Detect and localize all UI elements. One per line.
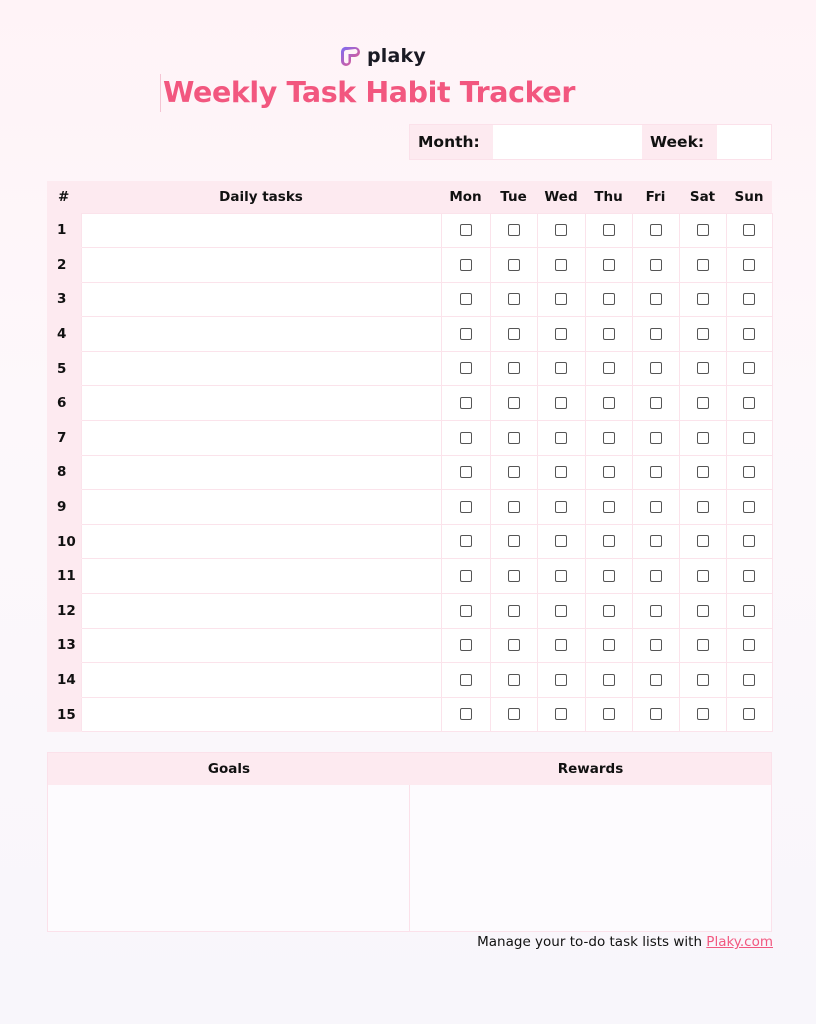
day-cell-fri [632,282,679,317]
checkbox-empty-icon[interactable] [555,466,567,478]
day-cell-thu [585,697,632,732]
row-number: 15 [47,697,81,732]
checkbox-empty-icon[interactable] [460,224,472,236]
table-row [47,628,772,663]
day-cell-mon [441,594,490,629]
checkbox-empty-icon[interactable] [460,570,472,582]
column-header-fri: Fri [632,181,679,213]
day-cell-sat [679,282,726,317]
day-cell-thu [585,663,632,698]
day-cell-sat [679,351,726,386]
checkbox-empty-icon[interactable] [460,293,472,305]
checkbox-empty-icon[interactable] [650,224,662,236]
task-field[interactable] [81,559,441,594]
checkbox-empty-icon[interactable] [508,535,520,547]
day-cell-wed [537,490,585,525]
checkbox-empty-icon[interactable] [508,432,520,444]
checkbox-empty-icon[interactable] [555,501,567,513]
checkbox-empty-icon[interactable] [697,570,709,582]
checkbox-empty-icon[interactable] [460,708,472,720]
checkbox-empty-icon[interactable] [460,362,472,374]
checkbox-empty-icon[interactable] [743,328,755,340]
checkbox-empty-icon[interactable] [697,639,709,651]
day-cell-sun [726,455,772,490]
day-cell-fri [632,559,679,594]
day-cell-sat [679,524,726,559]
table-header-row [47,181,772,213]
checkbox-empty-icon[interactable] [508,674,520,686]
checkbox-empty-icon[interactable] [650,397,662,409]
day-cell-thu [585,628,632,663]
checkbox-empty-icon[interactable] [743,639,755,651]
checkbox-empty-icon[interactable] [697,432,709,444]
task-field[interactable] [81,386,441,421]
day-cell-sun [726,594,772,629]
checkbox-empty-icon[interactable] [555,535,567,547]
column-header-mon: Mon [441,181,490,213]
checkbox-empty-icon[interactable] [743,466,755,478]
row-number: 14 [47,663,81,698]
checkbox-empty-icon[interactable] [508,397,520,409]
checkbox-empty-icon[interactable] [460,432,472,444]
checkbox-empty-icon[interactable] [555,259,567,271]
checkbox-empty-icon[interactable] [650,328,662,340]
task-field[interactable] [81,421,441,456]
day-cell-mon [441,386,490,421]
day-cell-tue [490,594,537,629]
checkbox-empty-icon[interactable] [460,466,472,478]
day-cell-sat [679,213,726,248]
checkbox-empty-icon[interactable] [743,397,755,409]
footer-note [477,934,773,950]
day-cell-sat [679,455,726,490]
day-cell-tue [490,663,537,698]
task-field[interactable] [81,248,441,283]
day-cell-fri [632,524,679,559]
goals-header: Goals [48,753,410,785]
checkbox-empty-icon[interactable] [603,501,615,513]
checkbox-empty-icon[interactable] [508,362,520,374]
day-cell-tue [490,559,537,594]
row-number: 13 [47,628,81,663]
day-cell-sun [726,663,772,698]
footer-text: Manage your to-do task lists with [477,934,707,950]
checkbox-empty-icon[interactable] [603,362,615,374]
task-field[interactable] [81,524,441,559]
day-cell-sat [679,594,726,629]
row-number: 3 [47,282,81,317]
table-row [47,455,772,490]
checkbox-empty-icon[interactable] [508,466,520,478]
day-cell-wed [537,351,585,386]
row-number: 10 [47,524,81,559]
table-row [47,386,772,421]
checkbox-empty-icon[interactable] [697,397,709,409]
day-cell-sat [679,628,726,663]
table-row [47,421,772,456]
row-number: 2 [47,248,81,283]
day-cell-fri [632,628,679,663]
day-cell-tue [490,213,537,248]
day-cell-sat [679,248,726,283]
day-cell-thu [585,213,632,248]
day-cell-tue [490,628,537,663]
day-cell-wed [537,594,585,629]
task-field[interactable] [81,317,441,352]
checkbox-empty-icon[interactable] [697,708,709,720]
row-number: 11 [47,559,81,594]
column-header-daily-tasks: Daily tasks [81,181,441,213]
task-field[interactable] [81,594,441,629]
checkbox-empty-icon[interactable] [697,362,709,374]
day-cell-wed [537,697,585,732]
day-cell-sat [679,559,726,594]
day-cell-fri [632,697,679,732]
day-cell-mon [441,628,490,663]
day-cell-wed [537,386,585,421]
goals-rewards-section [47,752,772,932]
checkbox-empty-icon[interactable] [555,570,567,582]
checkbox-empty-icon[interactable] [460,328,472,340]
checkbox-empty-icon[interactable] [555,362,567,374]
day-cell-fri [632,213,679,248]
day-cell-mon [441,213,490,248]
day-cell-wed [537,317,585,352]
row-number: 1 [47,213,81,248]
day-cell-sun [726,351,772,386]
checkbox-empty-icon[interactable] [743,501,755,513]
week-field[interactable] [717,125,771,159]
checkbox-empty-icon[interactable] [743,259,755,271]
checkbox-empty-icon[interactable] [508,605,520,617]
day-cell-sun [726,697,772,732]
rewards-header: Rewards [410,753,771,785]
day-cell-mon [441,490,490,525]
day-cell-fri [632,248,679,283]
day-cell-sun [726,490,772,525]
checkbox-empty-icon[interactable] [650,432,662,444]
table-row [47,524,772,559]
table-row [47,594,772,629]
day-cell-sat [679,490,726,525]
day-cell-sat [679,697,726,732]
checkbox-empty-icon[interactable] [743,432,755,444]
table-row [47,490,772,525]
checkbox-empty-icon[interactable] [508,293,520,305]
day-cell-sun [726,559,772,594]
day-cell-fri [632,421,679,456]
checkbox-empty-icon[interactable] [603,224,615,236]
checkbox-empty-icon[interactable] [650,362,662,374]
day-cell-tue [490,386,537,421]
checkbox-empty-icon[interactable] [555,708,567,720]
day-cell-thu [585,594,632,629]
day-cell-sun [726,524,772,559]
day-cell-mon [441,317,490,352]
table-row [47,317,772,352]
task-field[interactable] [81,663,441,698]
day-cell-thu [585,351,632,386]
day-cell-sat [679,317,726,352]
row-number: 4 [47,317,81,352]
day-cell-wed [537,628,585,663]
day-cell-wed [537,663,585,698]
table-row [47,213,772,248]
checkbox-empty-icon[interactable] [555,674,567,686]
checkbox-empty-icon[interactable] [650,570,662,582]
table-row [47,559,772,594]
column-header-sun: Sun [726,181,772,213]
day-cell-tue [490,697,537,732]
day-cell-tue [490,282,537,317]
rewards-field[interactable] [410,785,771,931]
checkbox-empty-icon[interactable] [555,397,567,409]
month-week-fields [409,124,772,160]
day-cell-thu [585,559,632,594]
row-number: 9 [47,490,81,525]
day-cell-sat [679,421,726,456]
checkbox-empty-icon[interactable] [603,605,615,617]
table-row [47,248,772,283]
day-cell-fri [632,490,679,525]
day-cell-thu [585,386,632,421]
day-cell-tue [490,248,537,283]
day-cell-sun [726,248,772,283]
checkbox-empty-icon[interactable] [650,639,662,651]
plaky-link[interactable]: Plaky.com [706,934,773,950]
row-number: 7 [47,421,81,456]
checkbox-empty-icon[interactable] [508,501,520,513]
checkbox-empty-icon[interactable] [460,639,472,651]
checkbox-empty-icon[interactable] [743,674,755,686]
checkbox-empty-icon[interactable] [650,674,662,686]
checkbox-empty-icon[interactable] [650,605,662,617]
checkbox-empty-icon[interactable] [743,708,755,720]
checkbox-empty-icon[interactable] [555,605,567,617]
day-cell-fri [632,317,679,352]
task-field[interactable] [81,697,441,732]
task-field[interactable] [81,490,441,525]
task-field[interactable] [81,628,441,663]
row-number: 12 [47,594,81,629]
checkbox-empty-icon[interactable] [697,535,709,547]
checkbox-empty-icon[interactable] [603,708,615,720]
checkbox-empty-icon[interactable] [508,224,520,236]
habit-tracker-table [47,181,773,732]
day-cell-mon [441,455,490,490]
checkbox-empty-icon[interactable] [508,708,520,720]
checkbox-empty-icon[interactable] [650,535,662,547]
day-cell-thu [585,524,632,559]
day-cell-wed [537,455,585,490]
task-field[interactable] [81,351,441,386]
day-cell-fri [632,455,679,490]
page-title: Weekly Task Habit Tracker [160,74,620,112]
checkbox-empty-icon[interactable] [508,259,520,271]
checkbox-empty-icon[interactable] [650,293,662,305]
task-field[interactable] [81,213,441,248]
column-header-sat: Sat [679,181,726,213]
checkbox-empty-icon[interactable] [603,674,615,686]
day-cell-sun [726,213,772,248]
goals-field[interactable] [48,785,410,931]
checkbox-empty-icon[interactable] [697,293,709,305]
checkbox-empty-icon[interactable] [603,432,615,444]
checkbox-empty-icon[interactable] [555,639,567,651]
day-cell-tue [490,421,537,456]
day-cell-fri [632,386,679,421]
checkbox-empty-icon[interactable] [460,605,472,617]
day-cell-thu [585,317,632,352]
checkbox-empty-icon[interactable] [460,397,472,409]
checkbox-empty-icon[interactable] [460,259,472,271]
brand-name: plaky [367,45,426,67]
checkbox-empty-icon[interactable] [603,397,615,409]
day-cell-wed [537,524,585,559]
row-number: 5 [47,351,81,386]
day-cell-wed [537,282,585,317]
task-field[interactable] [81,282,441,317]
checkbox-empty-icon[interactable] [603,259,615,271]
table-row [47,663,772,698]
table-row [47,282,772,317]
day-cell-sun [726,421,772,456]
column-header-tue: Tue [490,181,537,213]
checkbox-empty-icon[interactable] [697,328,709,340]
day-cell-mon [441,421,490,456]
day-cell-mon [441,351,490,386]
checkbox-empty-icon[interactable] [603,328,615,340]
checkbox-empty-icon[interactable] [697,674,709,686]
checkbox-empty-icon[interactable] [697,224,709,236]
checkbox-empty-icon[interactable] [508,328,520,340]
day-cell-tue [490,490,537,525]
checkbox-empty-icon[interactable] [697,466,709,478]
column-header-wed: Wed [537,181,585,213]
brand-logo [341,43,426,69]
checkbox-empty-icon[interactable] [508,570,520,582]
checkbox-empty-icon[interactable] [743,535,755,547]
checkbox-empty-icon[interactable] [555,224,567,236]
row-number: 8 [47,455,81,490]
day-cell-wed [537,559,585,594]
day-cell-tue [490,317,537,352]
day-cell-fri [632,663,679,698]
day-cell-tue [490,351,537,386]
day-cell-thu [585,490,632,525]
day-cell-mon [441,559,490,594]
day-cell-thu [585,421,632,456]
checkbox-empty-icon[interactable] [697,259,709,271]
day-cell-wed [537,248,585,283]
day-cell-wed [537,421,585,456]
day-cell-fri [632,351,679,386]
day-cell-thu [585,248,632,283]
day-cell-thu [585,282,632,317]
checkbox-empty-icon[interactable] [650,501,662,513]
checkbox-empty-icon[interactable] [555,328,567,340]
day-cell-sat [679,386,726,421]
day-cell-wed [537,213,585,248]
checkbox-empty-icon[interactable] [603,570,615,582]
day-cell-tue [490,455,537,490]
checkbox-empty-icon[interactable] [460,535,472,547]
checkbox-empty-icon[interactable] [555,293,567,305]
day-cell-mon [441,524,490,559]
column-header-thu: Thu [585,181,632,213]
day-cell-sun [726,317,772,352]
checkbox-empty-icon[interactable] [650,259,662,271]
checkbox-empty-icon[interactable] [697,501,709,513]
plaky-logo-icon [341,45,361,67]
checkbox-empty-icon[interactable] [555,432,567,444]
row-number: 6 [47,386,81,421]
day-cell-thu [585,455,632,490]
checkbox-empty-icon[interactable] [603,293,615,305]
table-row [47,697,772,732]
checkbox-empty-icon[interactable] [743,605,755,617]
checkbox-empty-icon[interactable] [650,466,662,478]
checkbox-empty-icon[interactable] [460,674,472,686]
checkbox-empty-icon[interactable] [743,293,755,305]
checkbox-empty-icon[interactable] [603,639,615,651]
month-label: Month: [410,125,493,159]
day-cell-sun [726,628,772,663]
day-cell-tue [490,524,537,559]
day-cell-mon [441,248,490,283]
checkbox-empty-icon[interactable] [603,466,615,478]
week-label: Week: [642,125,717,159]
task-field[interactable] [81,455,441,490]
day-cell-mon [441,663,490,698]
checkbox-empty-icon[interactable] [460,501,472,513]
column-header-number: # [47,181,81,213]
day-cell-fri [632,594,679,629]
day-cell-mon [441,697,490,732]
checkbox-empty-icon[interactable] [743,570,755,582]
day-cell-sun [726,386,772,421]
checkbox-empty-icon[interactable] [743,362,755,374]
day-cell-mon [441,282,490,317]
checkbox-empty-icon[interactable] [650,708,662,720]
table-row [47,351,772,386]
checkbox-empty-icon[interactable] [697,605,709,617]
month-field[interactable] [493,125,642,159]
day-cell-sat [679,663,726,698]
checkbox-empty-icon[interactable] [508,639,520,651]
day-cell-sun [726,282,772,317]
checkbox-empty-icon[interactable] [603,535,615,547]
checkbox-empty-icon[interactable] [743,224,755,236]
